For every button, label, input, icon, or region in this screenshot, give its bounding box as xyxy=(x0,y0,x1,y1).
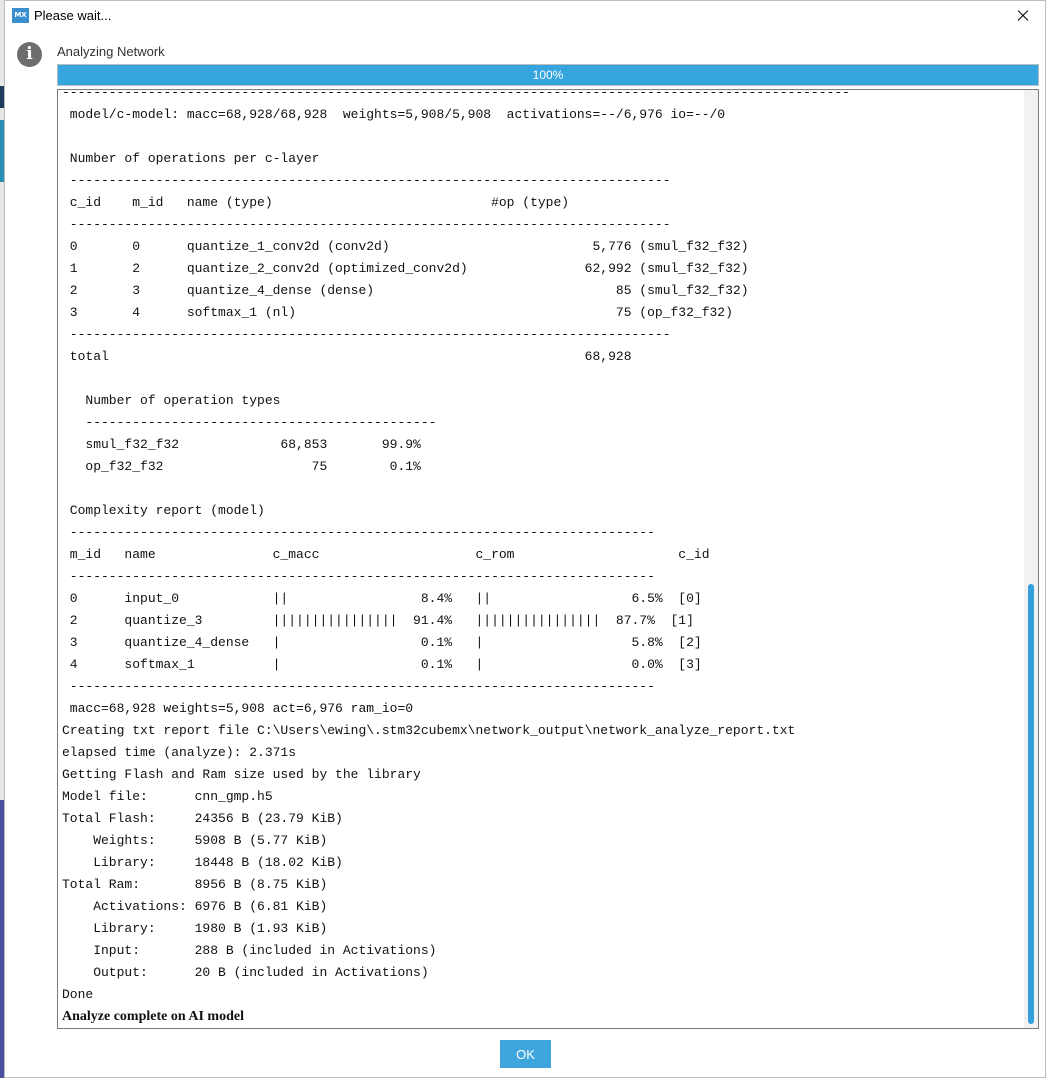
log-line: model/c-model: macc=68,928/68,928 weights=5,908/5,908 activations=--/6,976 io=--/0 xyxy=(62,107,726,122)
log-line: Input: 288 B (included in Activations) xyxy=(62,943,437,958)
log-line: total 68,928 xyxy=(62,349,632,364)
log-line: 3 quantize_4_dense | 0.1% | 5.8% [2] xyxy=(62,635,702,650)
log-line: --------------------------------------------- xyxy=(62,415,437,430)
log-line: Done xyxy=(62,987,94,1002)
log-line: Number of operation types xyxy=(62,393,281,408)
progress-bar xyxy=(57,64,1039,86)
log-line: Total Flash: 24356 B (23.79 KiB) xyxy=(62,811,343,826)
progress-label: 100% xyxy=(532,68,564,82)
log-line: Library: 18448 B (18.02 KiB) xyxy=(62,855,343,870)
scrollbar-thumb[interactable] xyxy=(1028,584,1034,1024)
log-line: macc=68,928 weights=5,908 act=6,976 ram_io=0 xyxy=(62,701,414,716)
log-line: Weights: 5908 B (5.77 KiB) xyxy=(62,833,328,848)
log-line: Model file: cnn_gmp.h5 xyxy=(62,789,273,804)
log-scrollbar[interactable] xyxy=(1024,90,1038,1028)
log-line: --------------------------------------------------------------------------- xyxy=(62,525,655,540)
log-line: Output: 20 B (included in Activations) xyxy=(62,965,429,980)
mx-logo-icon: MX xyxy=(12,8,29,23)
log-line: Creating txt report file C:\Users\ewing\.stm32cubemx\network_output\network_analyze_report.txt xyxy=(62,723,796,738)
log-line: c_id m_id name (type) #op (type) xyxy=(62,195,570,210)
log-line: Getting Flash and Ram size used by the library xyxy=(62,767,421,782)
dialog-title: Please wait... xyxy=(34,8,112,23)
log-line: 0 input_0 || 8.4% || 6.5% [0] xyxy=(62,591,702,606)
info-icon: i xyxy=(17,42,42,67)
log-content xyxy=(58,90,1024,1028)
log-line: smul_f32_f32 68,853 99.9% xyxy=(62,437,421,452)
close-icon[interactable] xyxy=(999,1,1045,31)
log-line: op_f32_f32 75 0.1% xyxy=(62,459,421,474)
final-message: Analyze complete on AI model xyxy=(62,1009,244,1024)
analysis-log[interactable] xyxy=(57,89,1039,1029)
log-line: Library: 1980 B (1.93 KiB) xyxy=(62,921,328,936)
please-wait-dialog xyxy=(4,0,1046,1078)
log-line: elapsed time (analyze): 2.371s xyxy=(62,745,297,760)
log-line: ----------------------------------------------------------------------------------------------------- xyxy=(62,90,850,100)
log-line: ----------------------------------------------------------------------------- xyxy=(62,173,671,188)
log-line: Activations: 6976 B (6.81 KiB) xyxy=(62,899,328,914)
status-label: Analyzing Network xyxy=(57,44,165,59)
log-line: ----------------------------------------------------------------------------- xyxy=(62,327,671,342)
dialog-titlebar xyxy=(5,1,1045,31)
log-line: 2 3 quantize_4_dense (dense) 85 (smul_f32_f32) xyxy=(62,283,749,298)
log-line: Complexity report (model) xyxy=(62,503,265,518)
log-line: 1 2 quantize_2_conv2d (optimized_conv2d) 62,992 (smul_f32_f32) xyxy=(62,261,749,276)
log-line: --------------------------------------------------------------------------- xyxy=(62,679,655,694)
ok-button[interactable]: OK xyxy=(500,1040,551,1068)
log-line: --------------------------------------------------------------------------- xyxy=(62,569,655,584)
log-line: Number of operations per c-layer xyxy=(62,151,320,166)
log-line: ----------------------------------------------------------------------------- xyxy=(62,217,671,232)
log-line: Total Ram: 8956 B (8.75 KiB) xyxy=(62,877,328,892)
log-line: 3 4 softmax_1 (nl) 75 (op_f32_f32) xyxy=(62,305,733,320)
log-line: 2 quantize_3 |||||||||||||||| 91.4% |||||||||||||||| 87.7% [1] xyxy=(62,613,694,628)
log-line: 4 softmax_1 | 0.1% | 0.0% [3] xyxy=(62,657,702,672)
log-line: m_id name c_macc c_rom c_id xyxy=(62,547,710,562)
log-line: 0 0 quantize_1_conv2d (conv2d) 5,776 (smul_f32_f32) xyxy=(62,239,749,254)
